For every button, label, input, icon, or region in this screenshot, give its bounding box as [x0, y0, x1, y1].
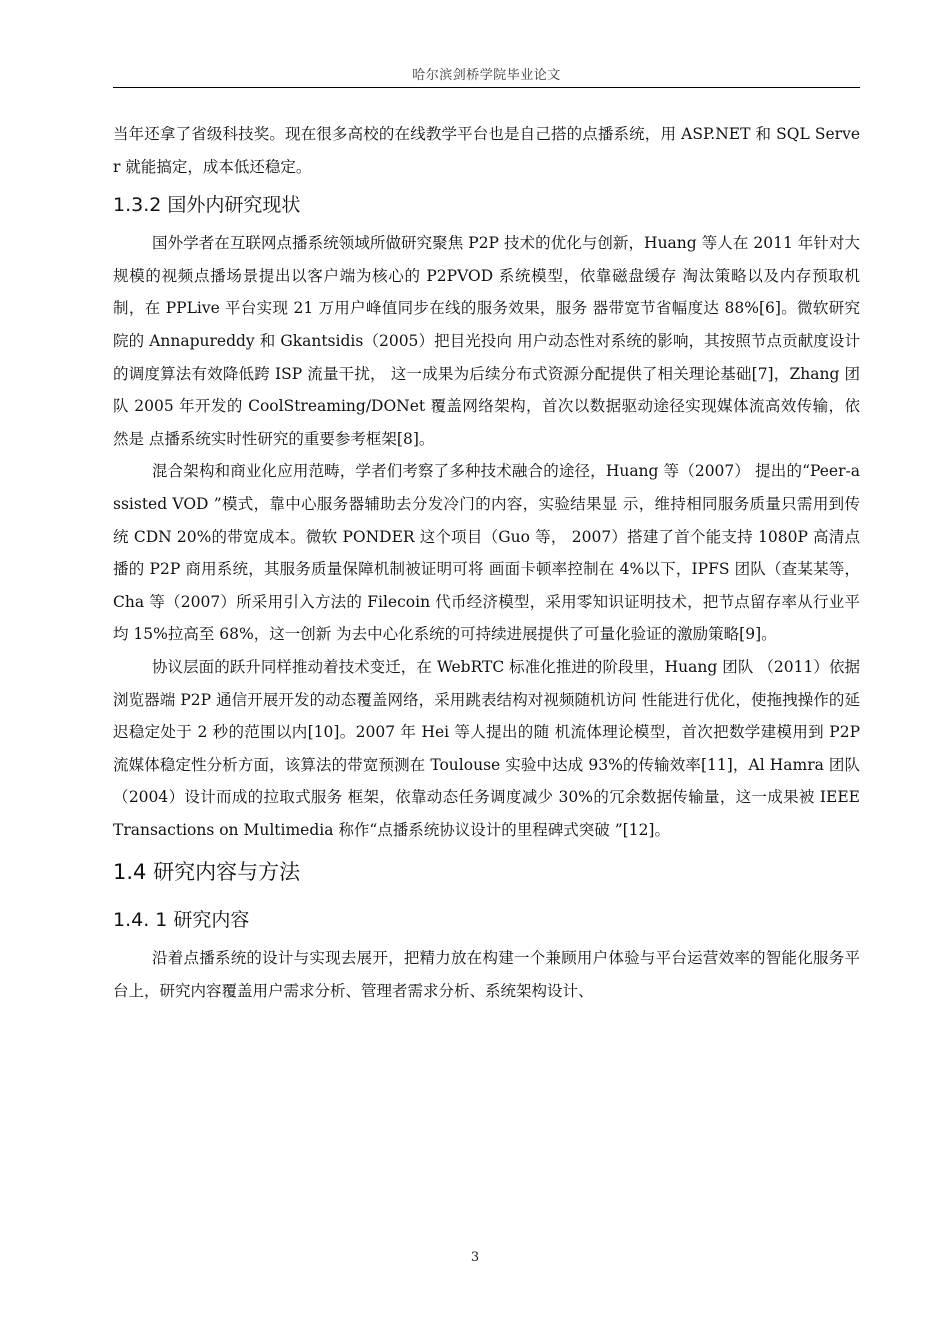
page-body — [113, 118, 860, 1008]
page-number: 3 — [470, 1250, 480, 1265]
running-header: 哈尔滨剑桥学院毕业论文 — [412, 68, 561, 83]
section-heading-1-3-2: 1.3.2 国外内研究现状 — [113, 194, 301, 217]
body-paragraph: 混合架构和商业化应用范畴，学者们考察了多种技术融合的途径，Huang 等（2007） 提出的“Peer-assisted VOD ”模式，靠中心服务器辅助去分发冷门的内容，实验结果显 示，维持相同服务质量只需用到传统 CDN 20%的带宽成本。微软 PONDER 这个项目（Guo 等， 2007）搭建了首个能支持 1080P 高清点播的 P2P 商用系统，其服务质量保障机制被证明可将 画面卡顿率控制在 4%以下，IPFS 团队（查某某等，Cha 等（2007）所采用引入方法的 Filecoin 代币经济模型，采用零知识证明技术，把节点留存率从行业平均 15%拉高至 68%，这一创新 为去中心化系统的可持续进展提供了可量化验证的激励策略[9]。 — [113, 462, 860, 644]
body-paragraph: 协议层面的跃升同样推动着技术变迁，在 WebRTC 标准化推进的阶段里，Huang 团队 （2011）依据浏览器端 P2P 通信开展开发的动态覆盖网络，采用跳表结构对视频随机访问 性能进行优化，使拖拽操作的延迟稳定处于 2 秒的范围以内[10]。2007 年 Hei 等人提出的随 机流体理论模型，首次把数学建模用到 P2P 流媒体稳定性分析方面，该算法的带宽预测在 Toulouse 实验中达成 93%的传输效率[11]，Al Hamra 团队（2004）设计而成的拉取式服务 框架，依靠动态任务调度减少 30%的冗余数据传输量，这一成果被 IEEE Transactions on Multimedia 称作“点播系统协议设计的里程碑式突破 ”[12]。 — [113, 657, 860, 839]
section-heading-1-4: 1.4 研究内容与方法 — [113, 860, 301, 885]
intro-paragraph: 当年还拿了省级科技奖。现在很多高校的在线教学平台也是自己搭的点播系统，用 ASP.NET 和 SQL Server 就能搞定，成本低还稳定。 — [113, 125, 860, 176]
body-paragraph: 沿着点播系统的设计与实现去展开，把精力放在构建一个兼顾用户体验与平台运营效率的智能化服务平台上，研究内容覆盖用户需求分析、管理者需求分析、系统架构设计、 — [113, 949, 860, 1001]
body-paragraph: 国外学者在互联网点播系统领域所做研究聚焦 P2P 技术的优化与创新，Huang 等人在 2011 年针对大规模的视频点播场景提出以客户端为核心的 P2PVOD 系统模型，依靠磁盘缓存 淘汰策略以及内存预取机制，在 PPLive 平台实现 21 万用户峰值同步在线的服务效果，服务 器带宽节省幅度达 88%[6]。微软研究院的 Annapureddy 和 Gkantsidis（2005）把目光投向 用户动态性对系统的影响，其按照节点贡献度设计的调度算法有效降低跨 ISP 流量干扰， 这一成果为后续分布式资源分配提供了相关理论基础[7]，Zhang 团队 2005 年开发的 CoolStreaming/DONet 覆盖网络架构，首次以数据驱动途径实现媒体流高效传输，依然是 点播系统实时性研究的重要参考框架[8]。 — [113, 234, 860, 448]
header-rule — [113, 87, 860, 88]
section-heading-1-4-1: 1.4. 1 研究内容 — [113, 909, 250, 932]
